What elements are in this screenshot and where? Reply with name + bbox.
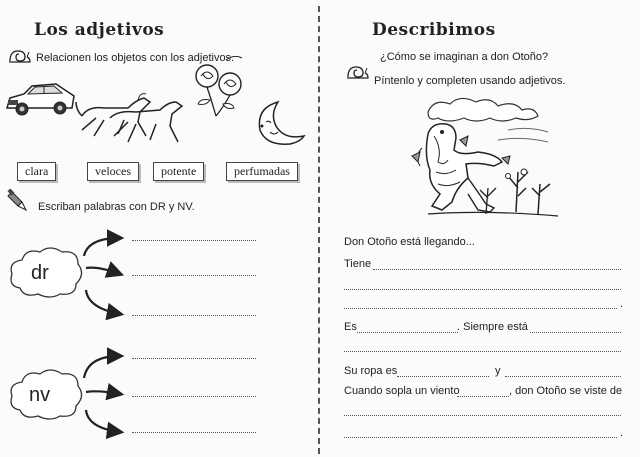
- arrows-nv: [80, 348, 130, 448]
- nv-answer-line-1[interactable]: [132, 358, 256, 359]
- word-box-potente: potente: [153, 162, 204, 181]
- page-divider: [318, 6, 320, 454]
- cloud-dr-text: dr: [31, 262, 49, 284]
- line-3b-period: .: [620, 298, 624, 310]
- snail-icon: [346, 64, 370, 80]
- line-4-label-b: . Siempre está: [457, 321, 528, 333]
- line-7-label-b: , don Otoño se viste de: [509, 385, 623, 397]
- line-5-blank[interactable]: [344, 351, 621, 352]
- line-6-blank-b[interactable]: [505, 376, 621, 377]
- nv-answer-line-2[interactable]: [132, 396, 256, 397]
- dr-answer-line-2[interactable]: [132, 275, 256, 276]
- line-3-blank[interactable]: [344, 289, 621, 290]
- word-box-perfumadas: perfumadas: [226, 162, 298, 181]
- line-4-blank-b[interactable]: [530, 332, 621, 333]
- horses-drawing: [74, 88, 186, 150]
- left-instruction-2: Escriban palabras con DR y NV.: [38, 201, 195, 213]
- line-7-blank[interactable]: [457, 396, 509, 397]
- car-drawing: [4, 80, 76, 120]
- arrows-dr: [80, 226, 130, 336]
- right-title: Describimos: [372, 20, 496, 40]
- word-box-veloces: veloces: [87, 162, 139, 181]
- line-9-period: .: [620, 427, 624, 439]
- line-1-text: Don Otoño está llegando...: [344, 236, 475, 248]
- line-6-label-a: Su ropa es: [344, 365, 398, 377]
- line-6-blank-a[interactable]: [397, 376, 489, 377]
- cloud-nv-text: nv: [29, 384, 51, 406]
- dr-answer-line-1[interactable]: [132, 240, 256, 241]
- right-question: ¿Cómo se imaginan a don Otoño?: [380, 51, 549, 63]
- line-2-label: Tiene: [344, 258, 372, 270]
- pencil-icon: [8, 188, 28, 212]
- left-instruction-1: Relacionen los objetos con los adjetivos.: [36, 52, 235, 64]
- line-3b-blank[interactable]: [344, 308, 617, 309]
- line-6-label-b: y: [495, 365, 501, 377]
- right-instruction: Píntenlo y completen usando adjetivos.: [374, 75, 566, 87]
- nv-answer-line-3[interactable]: [132, 432, 256, 433]
- moon-drawing: [250, 98, 306, 150]
- line-4-label-a: Es: [344, 321, 357, 333]
- snail-icon: [8, 48, 32, 64]
- roses-drawing: [190, 52, 250, 122]
- line-7-label-a: Cuando sopla un viento: [344, 385, 460, 397]
- line-4-blank-a[interactable]: [357, 332, 458, 333]
- left-title: Los adjetivos: [34, 20, 165, 40]
- line-9-blank[interactable]: [344, 437, 617, 438]
- line-8-blank[interactable]: [344, 415, 621, 416]
- dr-answer-line-3[interactable]: [132, 315, 256, 316]
- line-2-blank[interactable]: [373, 269, 621, 270]
- don-otono-drawing: [398, 92, 568, 220]
- word-box-clara: clara: [17, 162, 56, 181]
